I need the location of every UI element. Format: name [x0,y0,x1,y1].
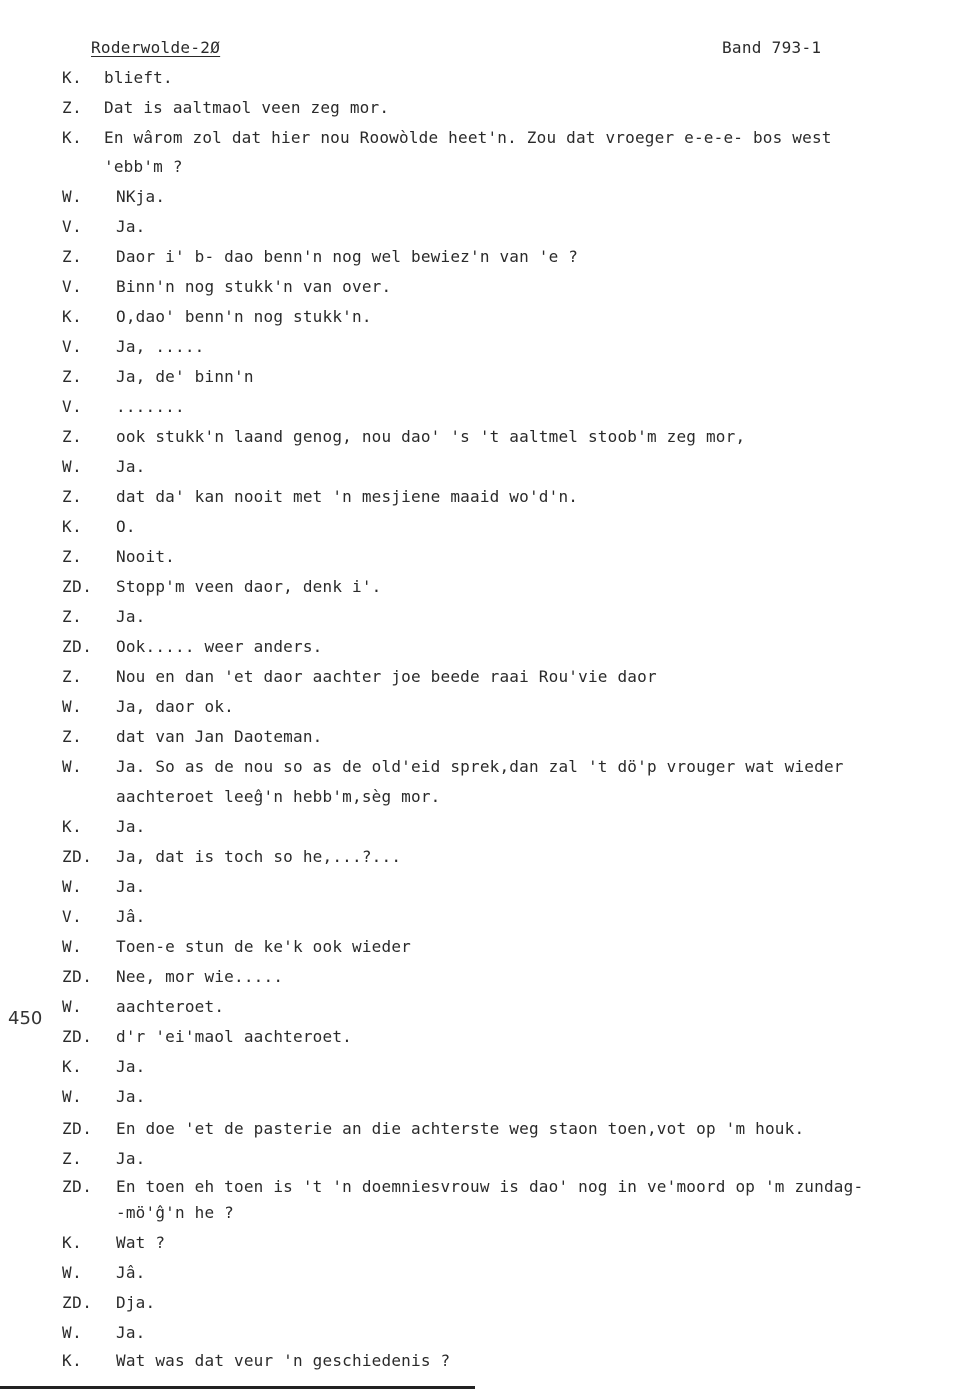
utterance-text: ....... [116,397,185,416]
speaker-label: K. [62,1057,83,1076]
speaker-label: K. [62,1351,83,1370]
utterance-text: Nee, mor wie..... [116,967,284,986]
utterance-text: O,dao' benn'n nog stukk'n. [116,307,372,326]
transcript-line [0,607,973,631]
speaker-label: Z. [62,1149,83,1168]
transcript-line [0,1323,973,1347]
speaker-label: Z. [62,547,83,566]
speaker-label: ZD. [62,637,93,656]
transcript-line [0,1263,973,1287]
speaker-label: W. [62,877,83,896]
transcript-line [0,487,973,511]
utterance-text: En wârom zol dat hier nou Roowòlde heet'n. Zou dat vroeger e-e-e- bos west [104,128,832,147]
speaker-label: K. [62,517,83,536]
speaker-label: K. [62,68,83,87]
speaker-label: Z. [62,247,83,266]
utterance-text: 'ebb'm ? [104,157,183,176]
speaker-label: W. [62,187,83,206]
transcript-line [0,457,973,481]
speaker-label: Z. [62,607,83,626]
speaker-label: ZD. [62,847,93,866]
utterance-text: Jâ. [116,1263,146,1282]
transcript-line [0,68,973,92]
transcript-line [0,757,973,781]
speaker-label: K. [62,817,83,836]
transcript-line [0,1149,973,1173]
utterance-text: Ja. So as de nou so as de old'eid sprek,dan zal 't dö'p vrouger wat wieder [116,757,844,776]
utterance-text: d'r 'ei'maol aachteroet. [116,1027,352,1046]
utterance-text: Dja. [116,1293,156,1312]
transcript-line [0,367,973,391]
transcript-line [0,517,973,541]
speaker-label: K. [62,307,83,326]
speaker-label: ZD. [62,1177,93,1196]
utterance-text: aachteroet leeĝ'n hebb'm,sèg mor. [116,787,441,806]
utterance-text: blieft. [104,68,173,87]
transcript-line [0,847,973,871]
speaker-label: W. [62,937,83,956]
utterance-text: Ja. [116,817,146,836]
transcript-line [0,98,973,122]
utterance-text: En toen eh toen is 't 'n doemniesvrouw is dao' nog in ve'moord op 'm zundag- [116,1177,864,1196]
transcript-line [0,1087,973,1111]
speaker-label: W. [62,457,83,476]
speaker-label: W. [62,1323,83,1342]
speaker-label: ZD. [62,1293,93,1312]
utterance-text: Ja. [116,1087,146,1106]
utterance-text: Ja, daor ok. [116,697,234,716]
transcript-line [0,1177,973,1201]
speaker-label: Z. [62,487,83,506]
transcript-line [0,277,973,301]
utterance-text: -mö'ĝ'n he ? [116,1203,234,1222]
utterance-text: O. [116,517,136,536]
transcript-line [0,157,973,181]
utterance-text: En doe 'et de pasterie an die achterste weg staon toen,vot op 'm houk. [116,1119,805,1138]
speaker-label: Z. [62,427,83,446]
utterance-text: Nou en dan 'et daor aachter joe beede raai Rou'vie daor [116,667,657,686]
transcript-line [0,247,973,271]
speaker-label: Z. [62,367,83,386]
transcript-line [0,307,973,331]
utterance-text: Ja, dat is toch so he,...?... [116,847,402,866]
transcript-line [0,697,973,721]
transcript-line [0,1233,973,1257]
transcript-line [0,217,973,241]
transcript-line [0,128,973,152]
transcript-line [0,877,973,901]
document-title: Roderwolde-2Ø [91,38,221,57]
transcript-line [0,997,973,1021]
speaker-label: Z. [62,727,83,746]
speaker-label: V. [62,277,83,296]
bottom-rule [0,1386,475,1389]
speaker-label: W. [62,997,83,1016]
utterance-text: aachteroet. [116,997,225,1016]
speaker-label: K. [62,1233,83,1252]
utterance-text: NKja. [116,187,166,206]
transcript-line [0,667,973,691]
speaker-label: ZD. [62,1027,93,1046]
transcript-line [0,907,973,931]
utterance-text: Ja. [116,457,146,476]
transcript-line [0,937,973,961]
speaker-label: V. [62,217,83,236]
transcript-line [0,337,973,361]
transcript-line [0,1203,973,1227]
speaker-label: ZD. [62,577,93,596]
speaker-label: W. [62,757,83,776]
transcript-line [0,427,973,451]
transcript-line [0,787,973,811]
speaker-label: W. [62,1263,83,1282]
transcript-line [0,577,973,601]
utterance-text: Ja, de' binn'n [116,367,254,386]
utterance-text: Dat is aaltmaol veen zeg mor. [104,98,390,117]
transcript-line [0,637,973,661]
utterance-text: Stopp'm veen daor, denk i'. [116,577,382,596]
utterance-text: dat van Jan Daoteman. [116,727,323,746]
transcript-line [0,1027,973,1051]
utterance-text: Ja. [116,1149,146,1168]
speaker-label: Z. [62,667,83,686]
speaker-label: W. [62,697,83,716]
band-number: Band 793-1 [722,38,822,57]
utterance-text: Ook..... weer anders. [116,637,323,656]
utterance-text: dat da' kan nooit met 'n mesjiene maaid wo'd'n. [116,487,579,506]
transcript-line [0,397,973,421]
utterance-text: Daor i' b- dao benn'n nog wel bewiez'n van 'e ? [116,247,579,266]
utterance-text: Toen-e stun de ke'k ook wieder [116,937,411,956]
utterance-text: Ja. [116,877,146,896]
utterance-text: Jâ. [116,907,146,926]
speaker-label: V. [62,397,83,416]
speaker-label: K. [62,128,83,147]
transcript-line [0,727,973,751]
utterance-text: Ja. [116,1057,146,1076]
speaker-label: ZD. [62,967,93,986]
utterance-text: Nooit. [116,547,175,566]
transcript-line [0,547,973,571]
speaker-label: ZD. [62,1119,93,1138]
utterance-text: Binn'n nog stukk'n van over. [116,277,392,296]
transcript-line [0,817,973,841]
transcript-line [0,1351,973,1375]
utterance-text: ook stukk'n laand genog, nou dao' 's 't aaltmel stoob'm zeg mor, [116,427,746,446]
speaker-label: V. [62,337,83,356]
utterance-text: Wat ? [116,1233,166,1252]
utterance-text: Ja. [116,607,146,626]
speaker-label: V. [62,907,83,926]
utterance-text: Ja. [116,217,146,236]
utterance-text: Ja, ..... [116,337,205,356]
speaker-label: W. [62,1087,83,1106]
transcript-line [0,1057,973,1081]
transcript-line [0,1293,973,1317]
transcript-line [0,967,973,991]
transcript-line [0,1119,973,1143]
margin-counter-note: 450 [8,1008,43,1029]
speaker-label: Z. [62,98,83,117]
utterance-text: Wat was dat veur 'n geschiedenis ? [116,1351,451,1370]
transcript-line [0,187,973,211]
utterance-text: Ja. [116,1323,146,1342]
